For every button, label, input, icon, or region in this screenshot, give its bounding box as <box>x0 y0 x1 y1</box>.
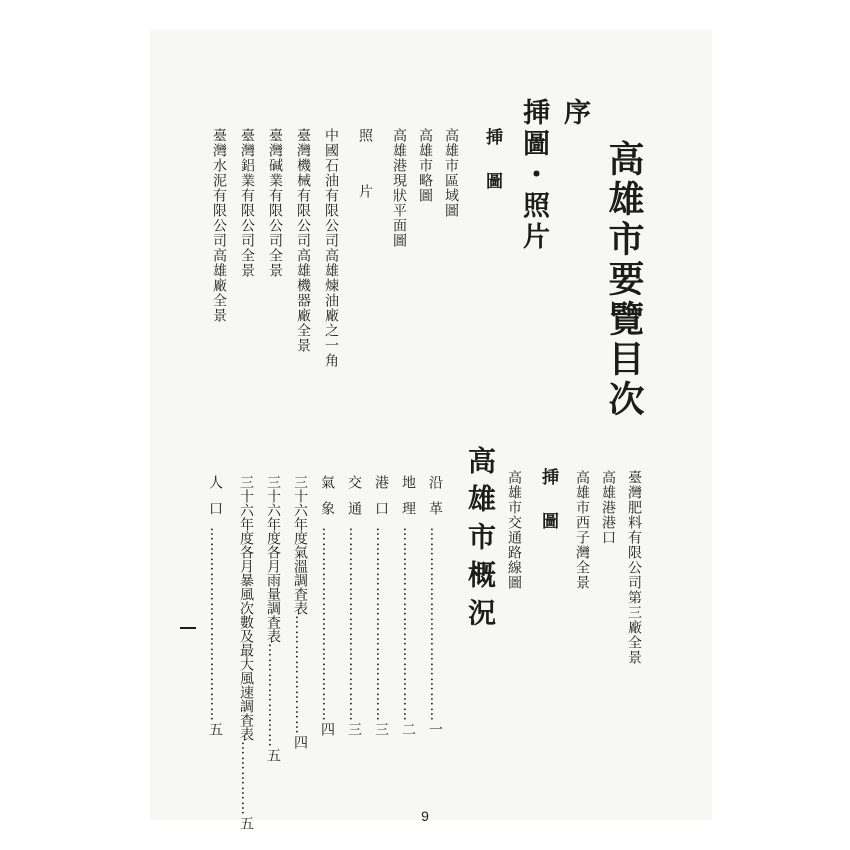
toc-entry: 交通…………………………………三 <box>346 475 362 736</box>
illustration-item: 高雄市略圖 <box>417 128 433 203</box>
photo-item: 臺灣機械有限公司高雄機器廠全景 <box>295 128 311 353</box>
page-number: 9 <box>421 808 429 824</box>
toc-sub-entry: 三十六年度氣溫調査表……………………四 <box>292 475 308 749</box>
toc-sub-entry: 三十六年度各月暴風次數及最大風速調査表……………五 <box>238 475 254 830</box>
illustrations-photos-heading: 挿圖・照片 <box>518 98 549 253</box>
preface-heading: 序 <box>559 98 590 129</box>
photo-item: 高雄市西子灣全景 <box>574 470 590 590</box>
photo-item: 臺灣鋁業有限公司全景 <box>239 128 255 278</box>
toc-entry: 氣象…………………………………四 <box>319 475 335 736</box>
photo-item: 中國石油有限公司高雄煉油廠之一角 <box>323 128 339 368</box>
photo-item: 高雄港港口 <box>600 470 616 545</box>
document-title: 高雄市要覽目次 <box>603 140 645 420</box>
section-illustration-item: 高雄市交通路線圖 <box>506 470 522 590</box>
section-illustrations-subheading: 挿 圖 <box>538 468 558 534</box>
section-title: 高雄市概況 <box>464 446 497 636</box>
photo-item: 臺灣碱業有限公司全景 <box>267 128 283 278</box>
toc-entry: 沿革…………………………………一 <box>427 475 443 736</box>
illustration-item: 高雄港現狀平面圖 <box>391 128 407 248</box>
illustrations-subheading: 挿 圖 <box>482 128 502 194</box>
toc-sub-entry: 三十六年度各月雨量調査表…………………五 <box>265 475 281 762</box>
toc-entry: 人口…………………………………五 <box>207 475 223 736</box>
toc-entry: 地理…………………………………二 <box>400 475 416 736</box>
photo-item: 臺灣水泥有限公司高雄廠全景 <box>211 128 227 323</box>
photos-subheading: 照 片 <box>357 128 373 212</box>
photo-item: 臺灣肥料有限公司第三廠全景 <box>626 470 642 665</box>
illustration-item: 高雄市區域圖 <box>443 128 459 218</box>
toc-entry: 港口…………………………………三 <box>373 475 389 736</box>
side-mark <box>180 627 196 629</box>
